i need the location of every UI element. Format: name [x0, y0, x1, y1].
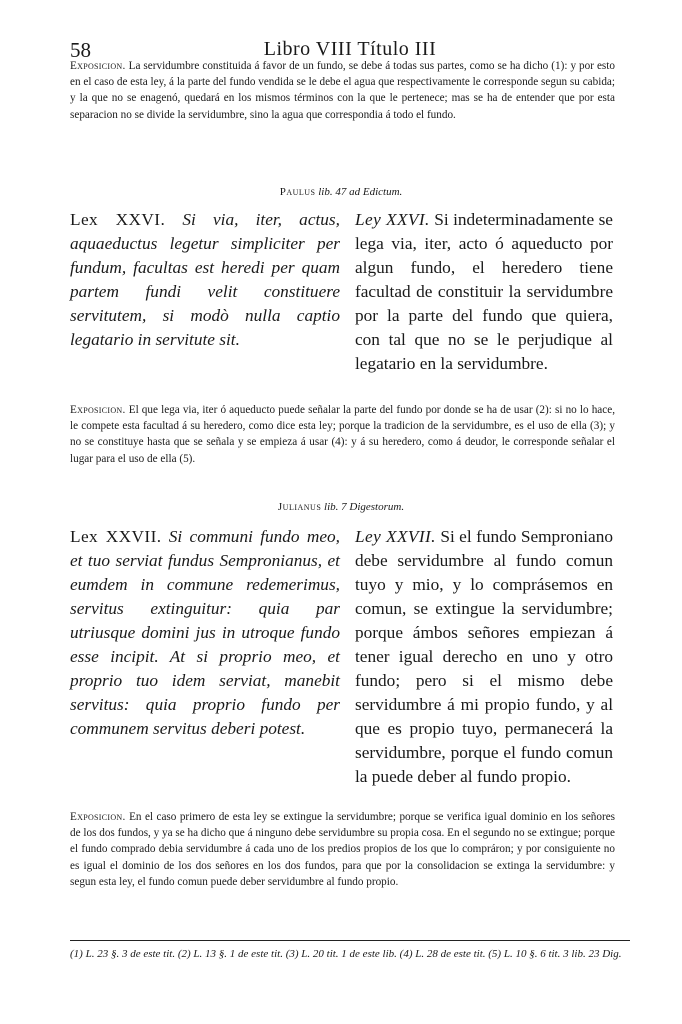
spanish-text-law-27: [355, 525, 613, 789]
footnotes: (1) L. 23 §. 3 de este tit. (2) L. 13 §. 1 de este tit. (3) L. 20 tit. 1 de este lib. (4) L. 28 de este tit. (5) L. 10 §. 6 tit. 3 lib. 23 Dig.: [70, 948, 622, 960]
exposition-label: Exposicion.: [70, 811, 126, 823]
latin-body: Si communi fundo meo, et tuo serviat fundus Sempronianus, et eumdem in commune redemerimus, servitus extinguitur: quia par utriusque domini jus in utroque fundo esse incipit. At si proprio meo, et proprio tuo idem serviat, manebit servitus: quia proprio fundo per communem servitus deberi potest.: [70, 527, 340, 738]
exposition-note-1: [70, 58, 615, 123]
page-number: 58: [70, 38, 91, 62]
source-work: lib. 7 Digestorum.: [324, 501, 405, 513]
law-heading-latin: Lex XXVII.: [70, 527, 162, 546]
exposition-text: La servidumbre constituida á favor de un fundo, se debe á todas sus partes, como se ha dicho (1): y por esto en el caso de esta ley, á la parte del fundo vendida se le debe el agua que respectivamente le corresponde segun su cabida; y la que no se enagenó, quedará en los mismos términos con la que le pertenece; mas se ha de entender que por esta separacion no se divide la servidumbre, sino la agua que correspondia á todo el fundo.: [70, 60, 615, 121]
spanish-body: Si indeterminadamente se lega via, iter, acto ó aqueducto por algun fundo, el heredero tiene facultad de constituir la servidumbre por la parte del fundo que quiera, con tal que no se le perjudique al legatario en la servidumbre.: [355, 210, 613, 373]
source-citation-paulus: [0, 186, 682, 198]
source-citation-julianus: [0, 501, 682, 513]
exposition-text: En el caso primero de esta ley se extingue la servidumbre; porque se verifica igual dominio en los señores de los dos fundos, y ya se ha dicho que á ninguno debe servidumbre su propia cosa. En el segundo no se extingue; porque el fundo comprado debia servidumbre á cada uno de los predios propios de los que lo compráron; y por consiguiente no es igual el dominio de los dos señores en los dos fundos, para que por la consolidacion se extinga la servidumbre: y segun esta ley, el fundo comun puede deber servidumbre al fundo propio.: [70, 811, 616, 888]
latin-text-law-26: [70, 208, 340, 352]
spanish-body: Si el fundo Semproniano debe servidumbre al fundo comun tuyo y mio, y lo comprásemos en comun, se extingue la servidumbre; porque ámbos señores empiezan á tener igual derecho en uno y otro fundo; pero si el mismo debe servidumbre á mi propio fundo, y al que es propio tuyo, permanecerá la servidumbre, porque el fundo comun la puede deber al fundo propio.: [355, 527, 613, 786]
law-heading-latin: Lex XXVI.: [70, 210, 166, 229]
running-title: Libro VIII Título III: [263, 38, 437, 60]
latin-text-law-27: [70, 525, 340, 741]
exposition-note-3: [70, 809, 615, 890]
source-author: Julianus: [277, 501, 322, 513]
exposition-label: Exposicion.: [70, 404, 126, 416]
source-author: Paulus: [279, 186, 316, 198]
law-heading-spanish: Ley XXVII.: [355, 527, 436, 546]
exposition-note-2: [70, 402, 615, 467]
exposition-text: El que lega via, iter ó aqueducto puede señalar la parte del fundo por donde se ha de usar (2): si no lo hace, le compete esta facultad á su heredero, como dice esta ley; porque la tradicion de la servidumbre, es el uso de ella (3); y no se constituye hasta que se señala y se empieza á usar (4): y á su heredero, como á deudor, le corresponde señalar el lugar para el uso de ella (5).: [70, 404, 615, 465]
exposition-label: Exposicion.: [70, 60, 126, 72]
latin-body: Si via, iter, actus, aquaeductus legetur simpliciter per fundum, facultas est heredi per quam partem fundi velit constituere servitutem, si modò nulla captio legatario in servitute sit.: [70, 210, 340, 349]
law-heading-spanish: Ley XXVI.: [355, 210, 430, 229]
footnote-divider: [70, 940, 630, 941]
spanish-text-law-26: [355, 208, 613, 376]
source-work: lib. 47 ad Edictum.: [318, 186, 403, 198]
